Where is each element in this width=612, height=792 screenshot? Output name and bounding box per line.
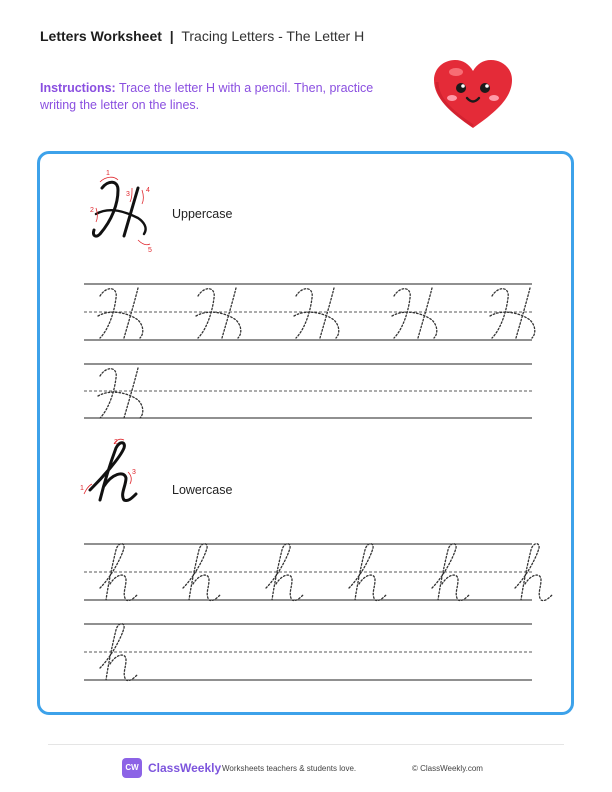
- worksheet-subtitle: Tracing Letters - The Letter H: [181, 28, 365, 44]
- footer-copyright[interactable]: © ClassWeekly.com: [412, 764, 483, 773]
- footer-divider: [48, 744, 564, 745]
- stroke-number: 3: [132, 469, 136, 476]
- lowercase-practice-glyph: [100, 624, 138, 681]
- lowercase-trace-glyph: [100, 544, 138, 601]
- stroke-number: 2: [90, 207, 94, 214]
- uppercase-trace-glyph: [294, 288, 339, 338]
- header-separator: |: [169, 28, 174, 44]
- tracing-glyph-svg: [40, 154, 577, 718]
- classweekly-wordmark[interactable]: ClassWeekly: [148, 761, 222, 775]
- uppercase-trace-glyph: [490, 288, 535, 338]
- uppercase-practice-glyph: [98, 368, 143, 418]
- stroke-number: 1: [80, 485, 84, 492]
- instructions-label: Instructions:: [40, 81, 116, 95]
- stroke-number: 1: [106, 170, 110, 177]
- lowercase-trace-glyph: [266, 544, 304, 601]
- instructions-text: Trace the letter H with a pencil. Then, practice writing the letter on the lines.: [40, 81, 374, 112]
- lowercase-label: Lowercase: [172, 483, 233, 497]
- footer-tagline: Worksheets teachers & students love.: [222, 764, 357, 773]
- lowercase-trace-glyph: [515, 544, 553, 601]
- uppercase-label: Uppercase: [172, 207, 233, 221]
- worksheet-header: [40, 28, 364, 44]
- stroke-number: 3: [126, 191, 130, 198]
- stroke-number: 5: [148, 247, 152, 254]
- stroke-number: 4: [146, 187, 150, 194]
- lowercase-trace-glyph: [432, 544, 470, 601]
- instructions: [40, 80, 380, 114]
- worksheet-title: Letters Worksheet: [40, 28, 162, 44]
- lowercase-trace-glyph: [183, 544, 221, 601]
- tracing-panel: [37, 151, 574, 715]
- smiling-heart-icon: [432, 58, 514, 130]
- uppercase-trace-glyph: [196, 288, 241, 338]
- classweekly-logo[interactable]: CW: [122, 758, 142, 778]
- lowercase-trace-glyph: [349, 544, 387, 601]
- stroke-number: 2: [114, 439, 118, 446]
- uppercase-trace-glyph: [392, 288, 437, 338]
- footer: [0, 758, 612, 782]
- uppercase-trace-glyph: [98, 288, 143, 338]
